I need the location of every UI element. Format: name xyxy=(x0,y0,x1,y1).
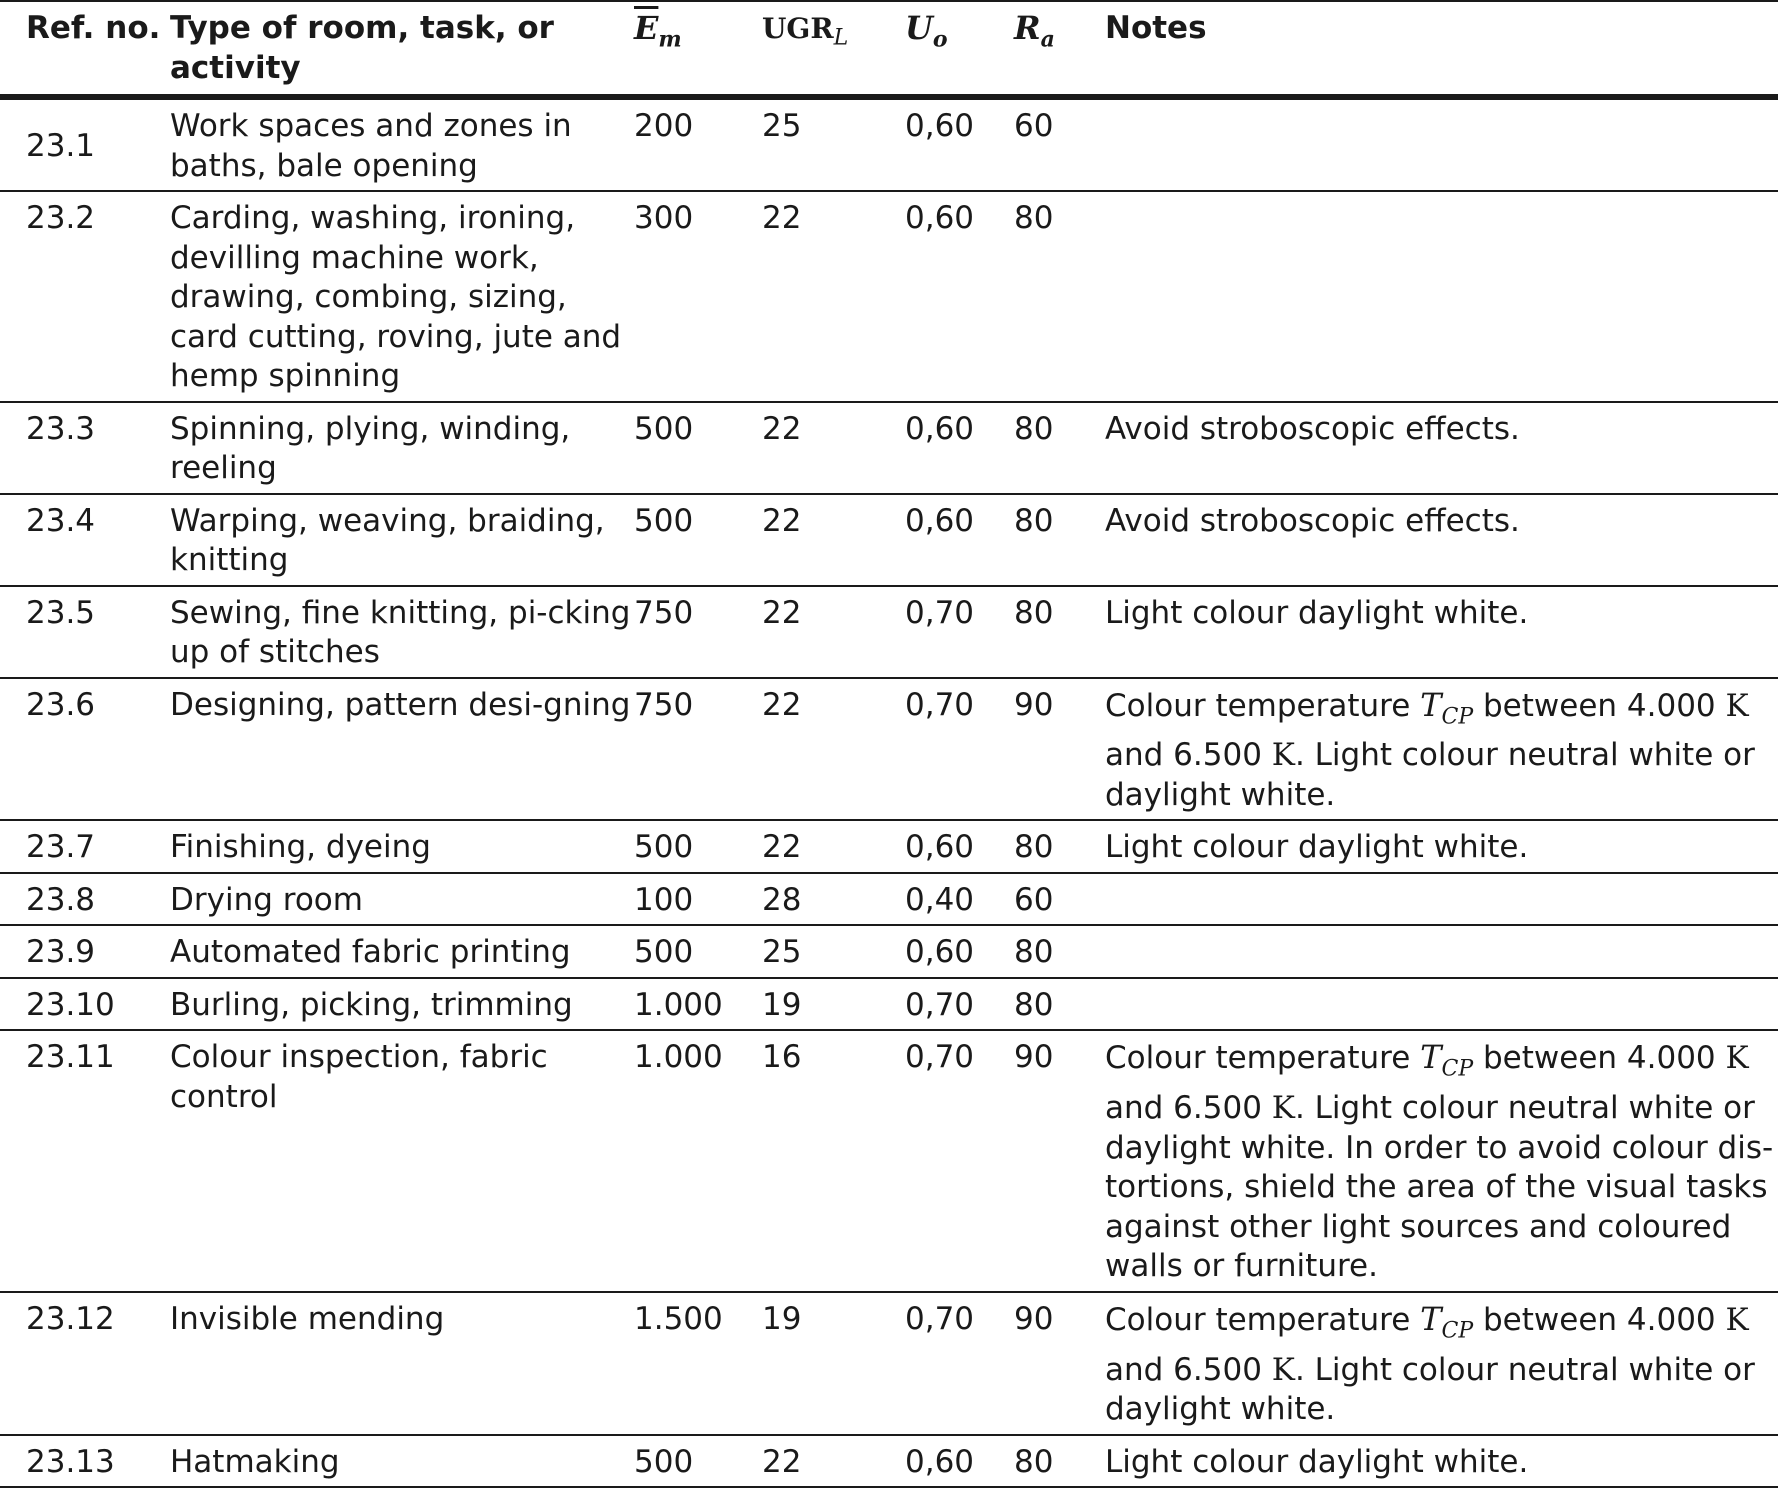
note-ct-prefix: Colour temperature xyxy=(1105,1301,1421,1338)
note-kelvin: K xyxy=(1271,737,1295,774)
cell-uo: 0,60 xyxy=(905,820,1014,873)
table-row xyxy=(0,494,1778,586)
cell-type: Work spaces and zones in baths, bale opening xyxy=(170,97,634,191)
cell-uo: 0,60 xyxy=(905,925,1014,978)
cell-ra: 80 xyxy=(1014,925,1105,978)
cell-em: 200 xyxy=(634,97,762,191)
cell-note: Light colour daylight white. xyxy=(1105,1435,1778,1488)
cell-uo: 0,40 xyxy=(905,873,1014,926)
cell-em: 500 xyxy=(634,402,762,494)
cell-uo: 0,70 xyxy=(905,1292,1014,1435)
header-ra-sub: a xyxy=(1040,26,1055,53)
cell-ref: 23.2 xyxy=(0,191,170,402)
cell-uo: 0,60 xyxy=(905,494,1014,586)
table-row xyxy=(0,97,1778,191)
cell-type: Finishing, dyeing xyxy=(170,820,634,873)
cell-note: Avoid stroboscopic effects. xyxy=(1105,402,1778,494)
cell-note xyxy=(1105,97,1778,191)
cell-type: Spinning, plying, winding, reeling xyxy=(170,402,634,494)
cell-uo: 0,60 xyxy=(905,97,1014,191)
note-kelvin: K xyxy=(1725,1040,1749,1077)
cell-em: 500 xyxy=(634,820,762,873)
note-neutral: . Light colour neutral white or daylight white. xyxy=(1105,737,1755,813)
cell-ugr: 19 xyxy=(762,978,905,1031)
cell-uo: 0,70 xyxy=(905,678,1014,821)
cell-ra: 90 xyxy=(1014,1030,1105,1291)
note-ct-prefix: Colour temperature xyxy=(1105,687,1421,724)
header-ugr-sub: L xyxy=(833,25,849,51)
cell-em: 750 xyxy=(634,678,762,821)
note-kelvin: K xyxy=(1725,1301,1749,1338)
cell-uo: 0,70 xyxy=(905,586,1014,678)
cell-em: 500 xyxy=(634,1435,762,1488)
note-kelvin: K xyxy=(1271,1090,1295,1127)
note-tcp-sub: CP xyxy=(1441,1056,1474,1082)
note-and: and 6.500 xyxy=(1105,1090,1272,1127)
cell-note: Light colour daylight white. xyxy=(1105,820,1778,873)
header-type: Type of room, task, or activity xyxy=(170,1,634,97)
cell-ugr: 16 xyxy=(762,1030,905,1291)
cell-type: Sewing, fine knitting, pi-cking up of stitches xyxy=(170,586,634,678)
note-tcp-sub: CP xyxy=(1441,703,1474,729)
cell-em: 750 xyxy=(634,586,762,678)
cell-uo: 0,60 xyxy=(905,191,1014,402)
cell-type: Warping, weaving, braiding, knitting xyxy=(170,494,634,586)
cell-note xyxy=(1105,978,1778,1031)
cell-ugr: 22 xyxy=(762,494,905,586)
cell-ref: 23.11 xyxy=(0,1030,170,1291)
cell-em: 1.500 xyxy=(634,1292,762,1435)
table-row xyxy=(0,873,1778,926)
cell-ugr: 25 xyxy=(762,97,905,191)
table-row xyxy=(0,586,1778,678)
header-notes: Notes xyxy=(1105,1,1778,97)
table-row xyxy=(0,1030,1778,1291)
header-ugr xyxy=(762,1,905,97)
table-row xyxy=(0,1435,1778,1488)
note-and: and 6.500 xyxy=(1105,1351,1272,1388)
cell-ugr: 22 xyxy=(762,586,905,678)
cell-ra: 60 xyxy=(1014,97,1105,191)
cell-em: 300 xyxy=(634,191,762,402)
header-ugr-base: UGR xyxy=(762,12,834,45)
cell-ref: 23.5 xyxy=(0,586,170,678)
cell-note: Avoid stroboscopic effects. xyxy=(1105,494,1778,586)
note-tcp-sub: CP xyxy=(1441,1318,1474,1344)
cell-note xyxy=(1105,925,1778,978)
cell-ra: 80 xyxy=(1014,586,1105,678)
cell-note xyxy=(1105,678,1778,821)
header-uo-sub: o xyxy=(932,26,948,53)
note-and: and 6.500 xyxy=(1105,737,1272,774)
header-em-base: $\overline{E}$ xyxy=(634,9,659,47)
note-tcp-base: T xyxy=(1420,1038,1442,1077)
cell-ref: 23.8 xyxy=(0,873,170,926)
cell-type: Drying room xyxy=(170,873,634,926)
cell-note xyxy=(1105,191,1778,402)
cell-type: Invisible mending xyxy=(170,1292,634,1435)
table-row xyxy=(0,678,1778,821)
cell-ugr: 22 xyxy=(762,820,905,873)
cell-ref: 23.10 xyxy=(0,978,170,1031)
cell-type: Burling, picking, trimming xyxy=(170,978,634,1031)
cell-type: Carding, washing, ironing, devilling machine work, drawing, combing, sizing, card cutting, roving, jute and hemp spinning xyxy=(170,191,634,402)
note-neutral: . Light colour neutral white or daylight white. xyxy=(1105,1090,1755,1166)
cell-ra: 80 xyxy=(1014,494,1105,586)
cell-ra: 90 xyxy=(1014,678,1105,821)
header-uo-base: U xyxy=(905,9,933,47)
note-between: between 4.000 xyxy=(1473,1040,1726,1077)
note-ct-prefix: Colour temperature xyxy=(1105,1040,1421,1077)
cell-type: Colour inspection, fabric control xyxy=(170,1030,634,1291)
note-between: between 4.000 xyxy=(1473,687,1726,724)
note-neutral: . Light colour neutral white or daylight white. xyxy=(1105,1351,1755,1428)
cell-ref: 23.4 xyxy=(0,494,170,586)
cell-ref: 23.6 xyxy=(0,678,170,821)
cell-type: Designing, pattern desi-gning xyxy=(170,678,634,821)
header-ra xyxy=(1014,1,1105,97)
cell-type: Hatmaking xyxy=(170,1435,634,1488)
cell-ugr: 25 xyxy=(762,925,905,978)
table-row xyxy=(0,191,1778,402)
cell-ref: 23.7 xyxy=(0,820,170,873)
cell-ref: 23.3 xyxy=(0,402,170,494)
note-tcp-base: T xyxy=(1420,1299,1442,1338)
note-extra: In order to avoid colour dis-tortions, shield the area of the visual tasks against other light sources and coloured walls or furniture. xyxy=(1105,1129,1774,1285)
cell-ugr: 19 xyxy=(762,1292,905,1435)
header-em-sub: m xyxy=(658,26,682,53)
cell-uo: 0,60 xyxy=(905,402,1014,494)
cell-note xyxy=(1105,1292,1778,1435)
cell-em: 100 xyxy=(634,873,762,926)
cell-ugr: 22 xyxy=(762,191,905,402)
header-em xyxy=(634,1,762,97)
cell-ref: 23.9 xyxy=(0,925,170,978)
cell-ugr: 22 xyxy=(762,678,905,821)
table-row xyxy=(0,978,1778,1031)
table-row xyxy=(0,820,1778,873)
cell-ref: 23.1 xyxy=(0,97,170,191)
cell-ref: 23.12 xyxy=(0,1292,170,1435)
cell-uo: 0,70 xyxy=(905,1030,1014,1291)
cell-ugr: 28 xyxy=(762,873,905,926)
header-uo xyxy=(905,1,1014,97)
note-kelvin: K xyxy=(1725,687,1749,724)
cell-em: 1.000 xyxy=(634,978,762,1031)
cell-ra: 80 xyxy=(1014,191,1105,402)
cell-ugr: 22 xyxy=(762,1435,905,1488)
cell-ra: 80 xyxy=(1014,978,1105,1031)
table-row xyxy=(0,1292,1778,1435)
header-ra-base: R xyxy=(1014,9,1041,47)
cell-ref: 23.13 xyxy=(0,1435,170,1488)
cell-em: 500 xyxy=(634,925,762,978)
cell-note xyxy=(1105,1030,1778,1291)
cell-ra: 90 xyxy=(1014,1292,1105,1435)
cell-ugr: 22 xyxy=(762,402,905,494)
note-tcp-base: T xyxy=(1420,685,1442,724)
cell-ra: 80 xyxy=(1014,820,1105,873)
cell-note: Light colour daylight white. xyxy=(1105,586,1778,678)
cell-type: Automated fabric printing xyxy=(170,925,634,978)
note-kelvin: K xyxy=(1271,1351,1295,1388)
cell-ra: 60 xyxy=(1014,873,1105,926)
header-row xyxy=(0,1,1778,97)
table-row xyxy=(0,925,1778,978)
note-between: between 4.000 xyxy=(1473,1301,1726,1338)
cell-em: 1.000 xyxy=(634,1030,762,1291)
header-ref: Ref. no. xyxy=(0,1,170,97)
cell-ra: 80 xyxy=(1014,402,1105,494)
cell-ra: 80 xyxy=(1014,1435,1105,1488)
cell-em: 500 xyxy=(634,494,762,586)
cell-uo: 0,60 xyxy=(905,1435,1014,1488)
table-row xyxy=(0,402,1778,494)
cell-uo: 0,70 xyxy=(905,978,1014,1031)
cell-note xyxy=(1105,873,1778,926)
